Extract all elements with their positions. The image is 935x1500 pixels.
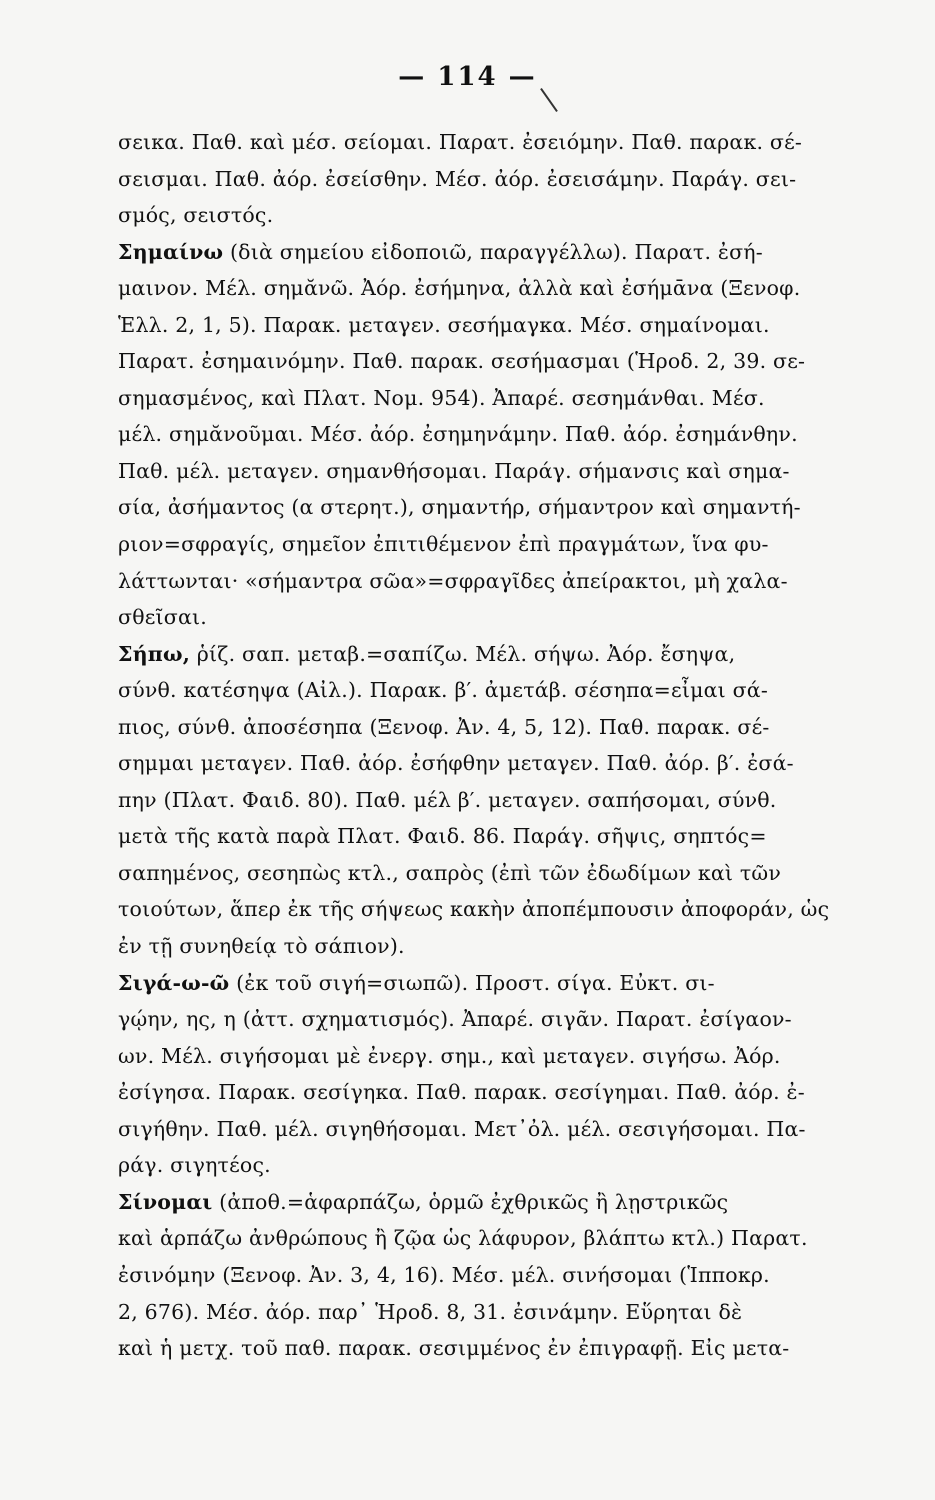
line-text: μετὰ τῆς κατὰ παρὰ Πλατ. Φαιδ. 86. Παράγ. σῆψις, σηπτός= [118,824,767,849]
page-number: — 114 — [398,62,537,92]
text-line [118,1147,863,1184]
line-text: 2, 676). Μέσ. ἀόρ. παρ᾽ Ἡροδ. 8, 31. ἐσινάμην. Εὕρηται δὲ [118,1299,743,1324]
text-line [118,818,863,855]
text-line [118,307,863,344]
text-line [118,270,863,307]
line-text: τοιούτων, ἅπερ ἐκ τῆς σήψεως κακὴν ἀποπέμπουσιν ἀποφοράν, ὡς [118,897,830,922]
line-text: πην (Πλατ. Φαιδ. 80). Παθ. μέλ β′. μεταγεν. σαπήσομαι, σύνθ. [118,787,777,812]
line-text: σιγήθην. Παθ. μέλ. σιγηθήσομαι. Μετ᾽ὀλ. μέλ. σεσιγήσομαι. Πα- [118,1116,806,1141]
line-text: ῥίζ. σαπ. μεταβ.=σαπίζω. Μέλ. σήψω. Ἀόρ. ἔσηψα, [190,641,736,666]
line-text: σύνθ. κατέσηψα (Αἰλ.). Παρακ. β′. ἀμετάβ. σέσηπα=εἶμαι σά- [118,678,768,703]
line-text: (ἀποθ.=ἁφαρπάζω, ὁρμῶ ἐχθρικῶς ἢ λῃστρικῶς [212,1189,729,1214]
line-text: (διὰ σημείου εἰδοποιῶ, παραγγέλλω). Παρατ. ἐσή- [223,239,763,264]
line-text: ων. Μέλ. σιγήσομαι μὲ ἐνεργ. σημ., καὶ μεταγεν. σιγήσω. Ἀόρ. [118,1043,781,1068]
text-line [118,636,863,673]
line-text: μέλ. σημᾰνοῦμαι. Μέσ. ἀόρ. ἐσημηνάμην. Παθ. ἀόρ. ἐσημάνθην. [118,422,798,447]
line-text: πιος, σύνθ. ἀποσέσηπα (Ξενοφ. Ἀν. 4, 5, 12). Παθ. παρακ. σέ- [118,714,770,739]
text-line [118,563,863,600]
entry-headword: Σίνομαι [118,1189,213,1214]
line-text: σία, ἀσήμαντος (α στερητ.), σημαντήρ, σήμαντρον καὶ σημαντή- [118,495,801,520]
text-line [118,1038,863,1075]
text-line [118,1184,863,1221]
line-text: σμός, σειστός. [118,203,274,228]
line-text: Παθ. μέλ. μεταγεν. σημανθήσομαι. Παράγ. σήμανσις καὶ σημα- [118,458,790,483]
line-text: (ἐκ τοῦ σιγή=σιωπῶ). Προστ. σίγα. Εὐκτ. σι- [229,970,715,995]
text-line [118,782,863,819]
text-line [118,709,863,746]
line-text: μαινον. Μέλ. σημᾰνῶ. Ἀόρ. ἐσήμηνα, ἀλλὰ καὶ ἐσήμᾱνα (Ξενοφ. [118,276,801,301]
text-line [118,124,863,161]
text-line [118,1294,863,1331]
text-line [118,965,863,1002]
text-line [118,1257,863,1294]
line-text: γῴην, ης, η (ἀττ. σχηματισμός). Ἀπαρέ. σιγᾶν. Παρατ. ἐσίγαον- [118,1007,792,1032]
text-line [118,380,863,417]
text-line [118,1220,863,1257]
entry-headword: Σήπω, [118,641,191,666]
line-text: ἐσινόμην (Ξενοφ. Ἀν. 3, 4, 16). Μέσ. μέλ. σινήσομαι (Ἱπποκρ. [118,1262,770,1287]
text-line [118,197,863,234]
line-text: λάττωνται· «σήμαντρα σῶα»=σφραγῖδες ἀπείρακτοι, μὴ χαλα- [118,568,788,593]
line-text: ἐσίγησα. Παρακ. σεσίγηκα. Παθ. παρακ. σεσίγημαι. Παθ. ἀόρ. ἐ- [118,1080,805,1105]
line-text: σεικα. Παθ. καὶ μέσ. σείομαι. Παρατ. ἐσειόμην. Παθ. παρακ. σέ- [118,130,803,154]
text-line [118,891,863,928]
text-line [118,416,863,453]
line-text: ριον=σφραγίς, σημεῖον ἐπιτιθέμενον ἐπὶ πραγμάτων, ἵνα φυ- [118,532,769,557]
line-text: ράγ. σιγητέος. [118,1153,271,1178]
text-line [118,453,863,490]
line-text: σεισμαι. Παθ. ἀόρ. ἐσείσθην. Μέσ. ἀόρ. ἐσεισάμην. Παράγ. σει- [118,166,797,191]
line-text: καὶ ἁρπάζω ἀνθρώπους ἢ ζῷα ὡς λάφυρον, βλάπτω κτλ.) Παρατ. [118,1226,808,1251]
text-line [118,489,863,526]
text-line [118,526,863,563]
text-line [118,343,863,380]
line-text: σημμαι μεταγεν. Παθ. ἀόρ. ἐσήφθην μεταγεν. Παθ. ἀόρ. β′. ἐσά- [118,751,794,776]
text-line [118,1074,863,1111]
line-text: καὶ ἡ μετχ. τοῦ παθ. παρακ. σεσιμμένος ἐν ἐπιγραφῇ. Εἰς μετα- [118,1336,790,1361]
text-line [118,672,863,709]
line-text: ἐν τῇ συνηθείᾳ τὸ σάπιον). [118,934,405,959]
entry-headword: Σιγά-ω-ῶ [118,970,230,995]
line-text: σημασμένος, καὶ Πλατ. Νομ. 954). Ἀπαρέ. σεσημάνθαι. Μέσ. [118,385,765,410]
dictionary-text [118,124,863,1367]
text-line [118,928,863,965]
text-line [118,1330,863,1367]
text-line [118,599,863,636]
line-text: σαπημένος, σεσηπὼς κτλ., σαπρὸς (ἐπὶ τῶν ἐδωδίμων καὶ τῶν [118,860,781,885]
line-text: σθεῖσαι. [118,605,207,630]
line-text: Ἑλλ. 2, 1, 5). Παρακ. μεταγεν. σεσήμαγκα. Μέσ. σημαίνομαι. [118,312,770,337]
entry-headword: Σημαίνω [118,239,224,264]
text-line [118,855,863,892]
text-line [118,1111,863,1148]
text-line [118,161,863,198]
text-line [118,745,863,782]
text-line [118,234,863,271]
line-text: Παρατ. ἐσημαινόμην. Παθ. παρακ. σεσήμασμαι (Ἡροδ. 2, 39. σε- [118,349,806,374]
text-line [118,1001,863,1038]
